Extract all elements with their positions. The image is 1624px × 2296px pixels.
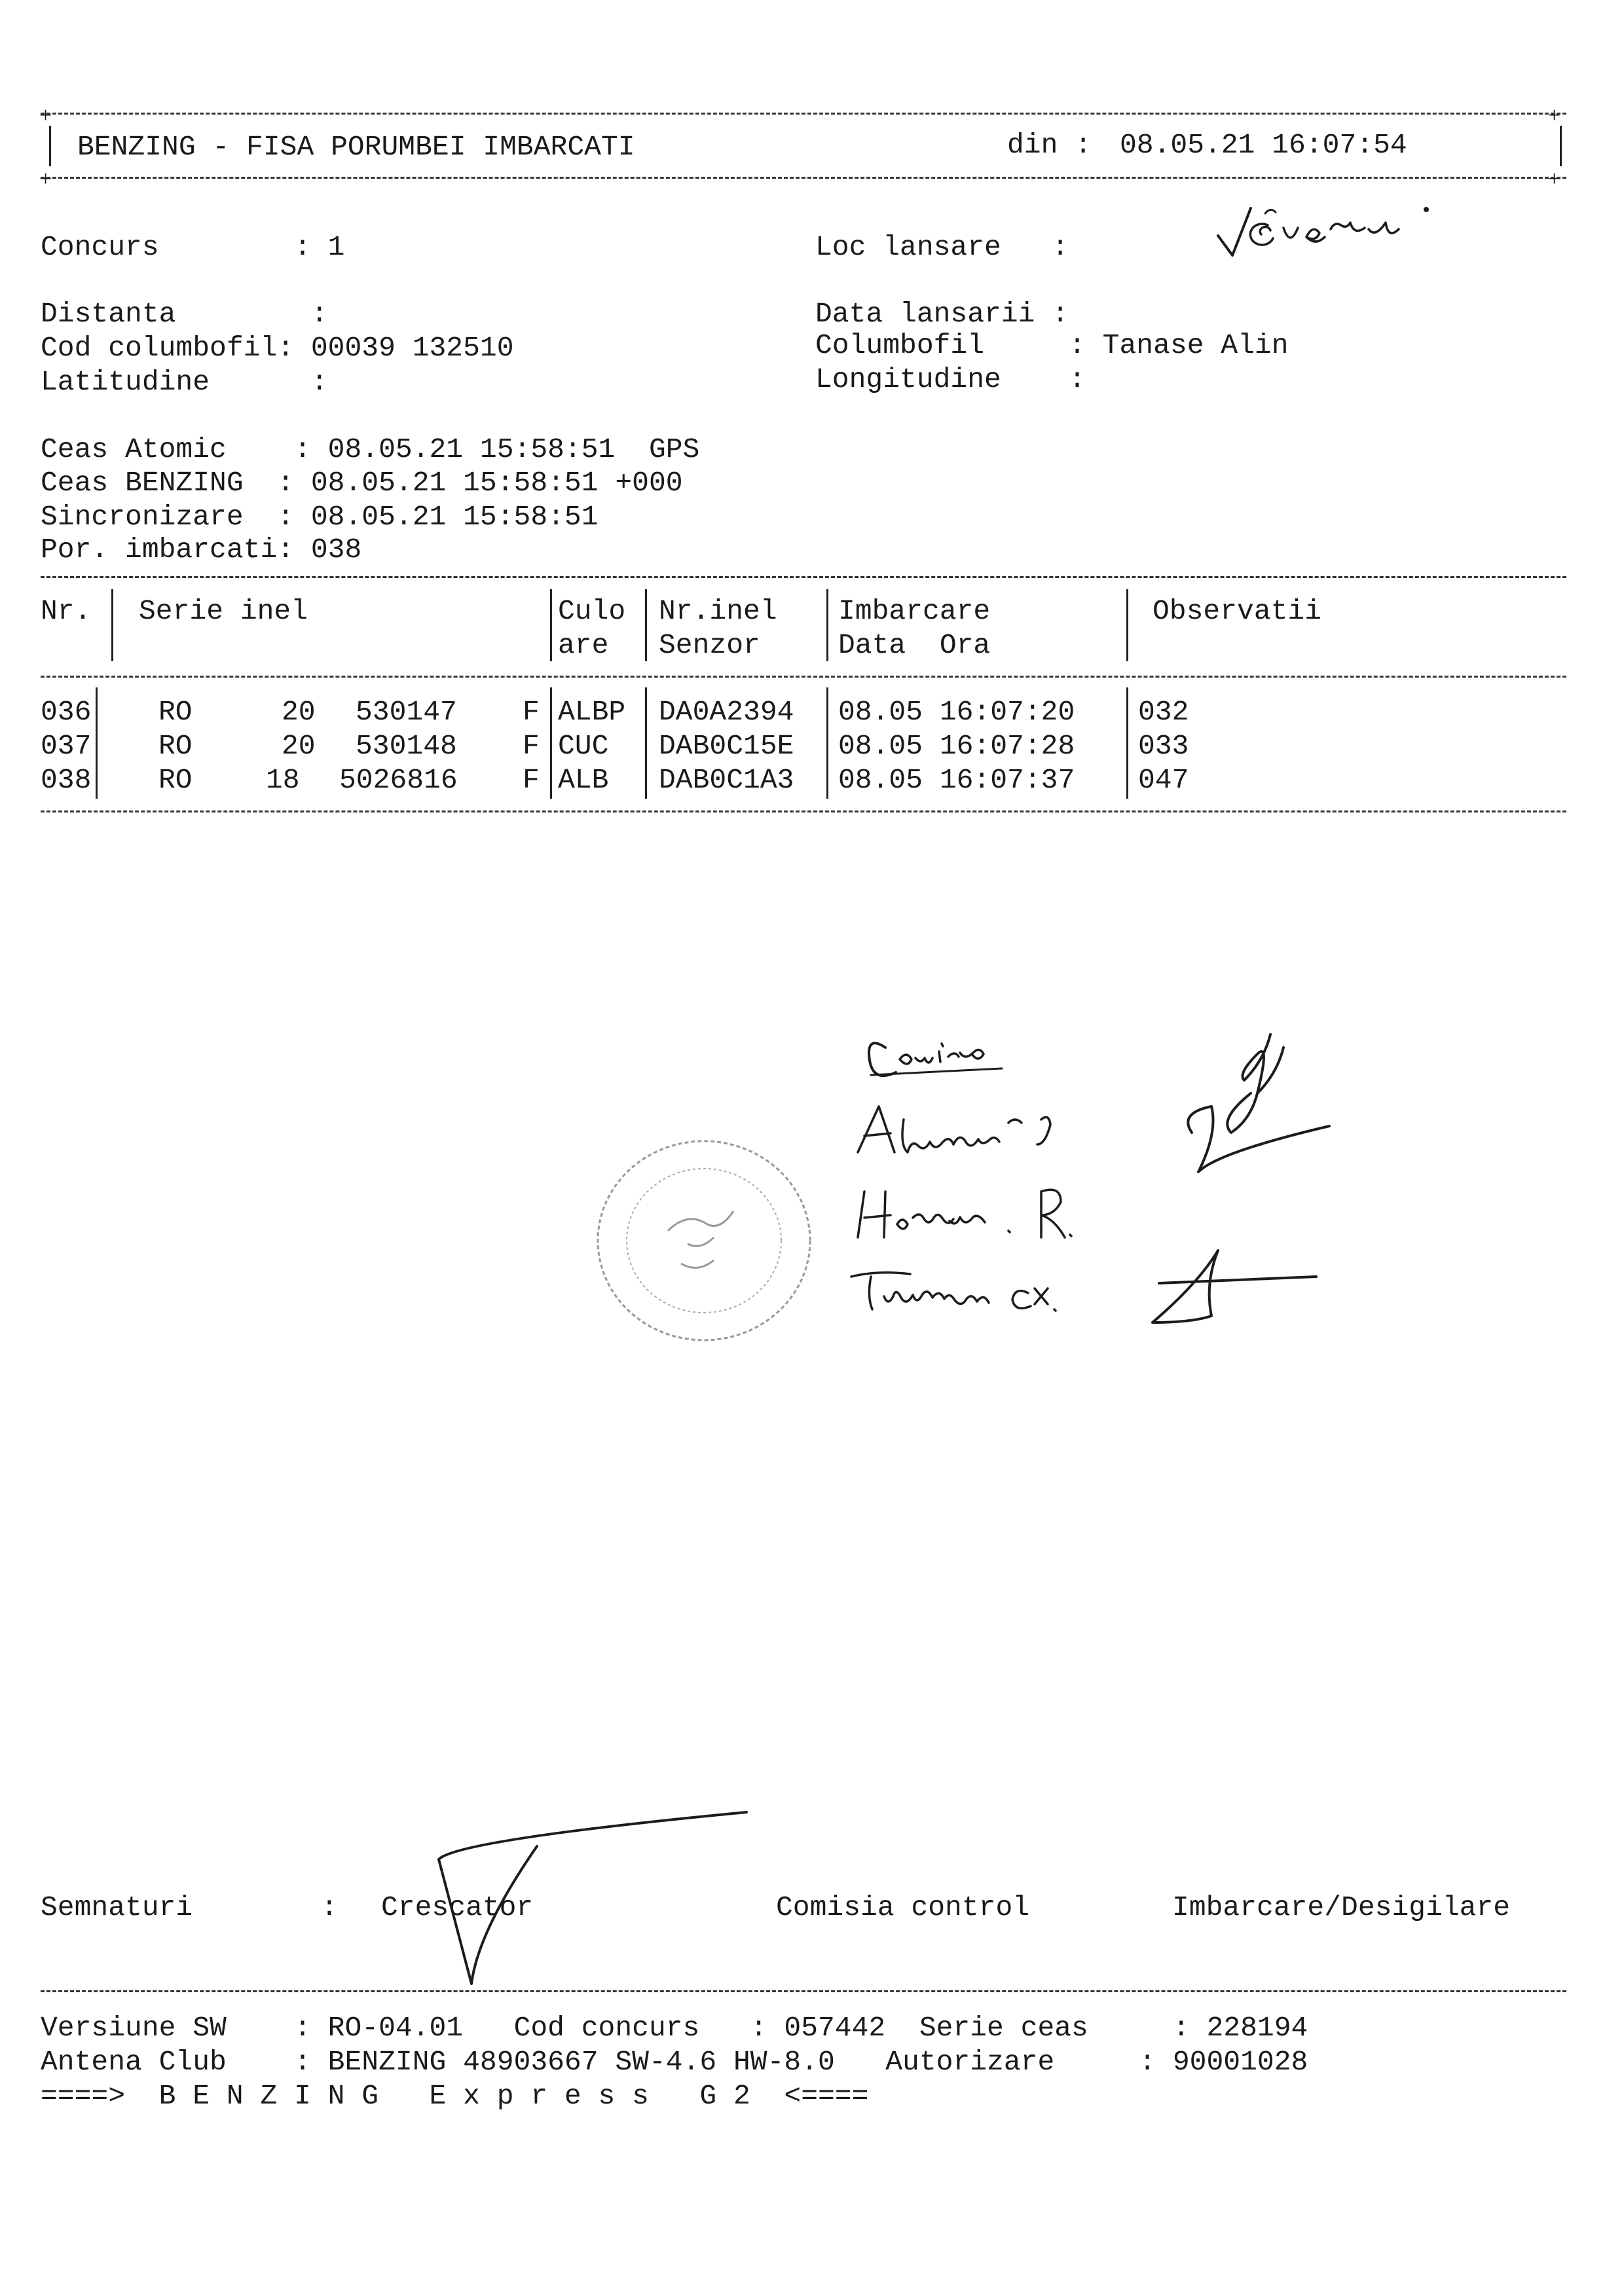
cell-tara: RO: [158, 764, 193, 796]
col-separator: [111, 589, 113, 661]
col-header-nr: Nr.: [41, 595, 92, 627]
col-header-nr-inel: Nr.inel: [659, 595, 777, 627]
header-bottom-rule: [41, 177, 1566, 179]
latitudine-field: Latitudine :: [41, 366, 328, 398]
col-separator: [826, 687, 828, 799]
col-separator: [826, 589, 828, 661]
cell-an: 20: [282, 696, 316, 728]
corner-mark: +: [1548, 103, 1561, 128]
cell-sex: F: [523, 730, 540, 762]
cell-nr: 036: [41, 696, 92, 728]
footer-line-2: Antena Club : BENZING 48903667 SW-4.6 HW-8.0 Autorizare : 90001028: [41, 2046, 1308, 2078]
cell-an: 18: [266, 764, 300, 796]
corner-mark: +: [39, 167, 52, 191]
corner-mark: +: [39, 103, 52, 128]
report-datetime: 08.05.21 16:07:54: [1120, 129, 1407, 161]
cell-serie: 5026816: [339, 764, 458, 796]
table-top-rule: [41, 576, 1566, 578]
col-header-serie-inel: Serie inel: [139, 595, 308, 627]
table-bottom-rule: [41, 811, 1566, 812]
col-separator: [645, 687, 647, 799]
cod-columbofil-field: Cod columbofil: 00039 132510: [41, 332, 514, 364]
crescator-label: Crescator: [381, 1891, 534, 1923]
crescator-signature: [419, 1794, 760, 1990]
cell-observatii: 032: [1138, 696, 1189, 728]
cell-culoare: ALB: [558, 764, 609, 796]
cell-nr: 038: [41, 764, 92, 796]
cell-imbarcare: 08.05 16:07:28: [838, 730, 1075, 762]
col-header-observatii: Observatii: [1153, 595, 1322, 627]
cell-senzor: DAB0C1A3: [659, 764, 794, 796]
columbofil-field: Columbofil : Tanase Alin: [815, 329, 1289, 361]
cell-sex: F: [523, 696, 540, 728]
loc-lansare-field: Loc lansare :: [815, 231, 1069, 263]
loc-lansare-handwriting: [1205, 190, 1480, 268]
cell-an: 20: [282, 730, 316, 762]
footer-line-3: ====> B E N Z I N G E x p r e s s G 2 <====: [41, 2080, 869, 2112]
footer-line-1: Versiune SW : RO-04.01 Cod concurs : 057442 Serie ceas : 228194: [41, 2012, 1308, 2044]
longitudine-field: Longitudine :: [815, 363, 1086, 395]
cell-tara: RO: [158, 730, 193, 762]
col-separator: [96, 687, 98, 799]
por-imbarcati-field: Por. imbarcati: 038: [41, 534, 362, 566]
cell-serie: 530147: [356, 696, 457, 728]
semnaturi-label: Semnaturi: [41, 1891, 193, 1923]
col-separator: [550, 589, 552, 661]
comisia-control-label: Comisia control: [776, 1891, 1030, 1923]
cell-imbarcare: 08.05 16:07:20: [838, 696, 1075, 728]
col-separator: [645, 589, 647, 661]
table-header-rule: [41, 676, 1566, 678]
ceas-benzing-field: Ceas BENZING : 08.05.21 15:58:51 +000: [41, 467, 683, 499]
cell-nr: 037: [41, 730, 92, 762]
cell-sex: F: [523, 764, 540, 796]
footer-rule: [41, 1990, 1566, 1992]
cell-imbarcare: 08.05 16:07:37: [838, 764, 1075, 796]
cell-observatii: 033: [1138, 730, 1189, 762]
col-header-senzor: Senzor: [659, 629, 760, 661]
sincronizare-field: Sincronizare : 08.05.21 15:58:51: [41, 501, 599, 533]
cell-tara: RO: [158, 696, 193, 728]
header-top-rule: [41, 113, 1566, 115]
concurs-field: Concurs : 1: [41, 231, 345, 263]
date-label: din :: [1007, 129, 1092, 161]
data-lansarii-field: Data lansarii :: [815, 298, 1069, 330]
imbarcare-desigilare-label: Imbarcare/Desigilare: [1172, 1891, 1511, 1923]
col-header-culoare: Culo: [558, 595, 626, 627]
col-header-culoare-2: are: [558, 629, 609, 661]
col-header-data-ora: Data Ora: [838, 629, 991, 661]
club-stamp: [589, 1133, 819, 1349]
cell-senzor: DAB0C15E: [659, 730, 794, 762]
cell-senzor: DA0A2394: [659, 696, 794, 728]
col-separator: [1126, 589, 1128, 661]
header-right-border: [1560, 126, 1562, 166]
header-left-border: [49, 126, 51, 166]
cell-culoare: CUC: [558, 730, 609, 762]
ceas-atomic-field: Ceas Atomic : 08.05.21 15:58:51 GPS: [41, 433, 700, 465]
cell-culoare: ALBP: [558, 696, 626, 728]
cell-observatii: 047: [1138, 764, 1189, 796]
semnaturi-sep: :: [321, 1891, 338, 1923]
report-title: BENZING - FISA PORUMBEI IMBARCATI: [77, 131, 635, 163]
cell-serie: 530148: [356, 730, 457, 762]
col-header-imbarcare: Imbarcare: [838, 595, 991, 627]
corner-mark: +: [1548, 167, 1561, 191]
col-separator: [550, 687, 552, 799]
commission-handwriting: [845, 1021, 1342, 1355]
distanta-field: Distanta :: [41, 298, 328, 330]
col-separator: [1126, 687, 1128, 799]
